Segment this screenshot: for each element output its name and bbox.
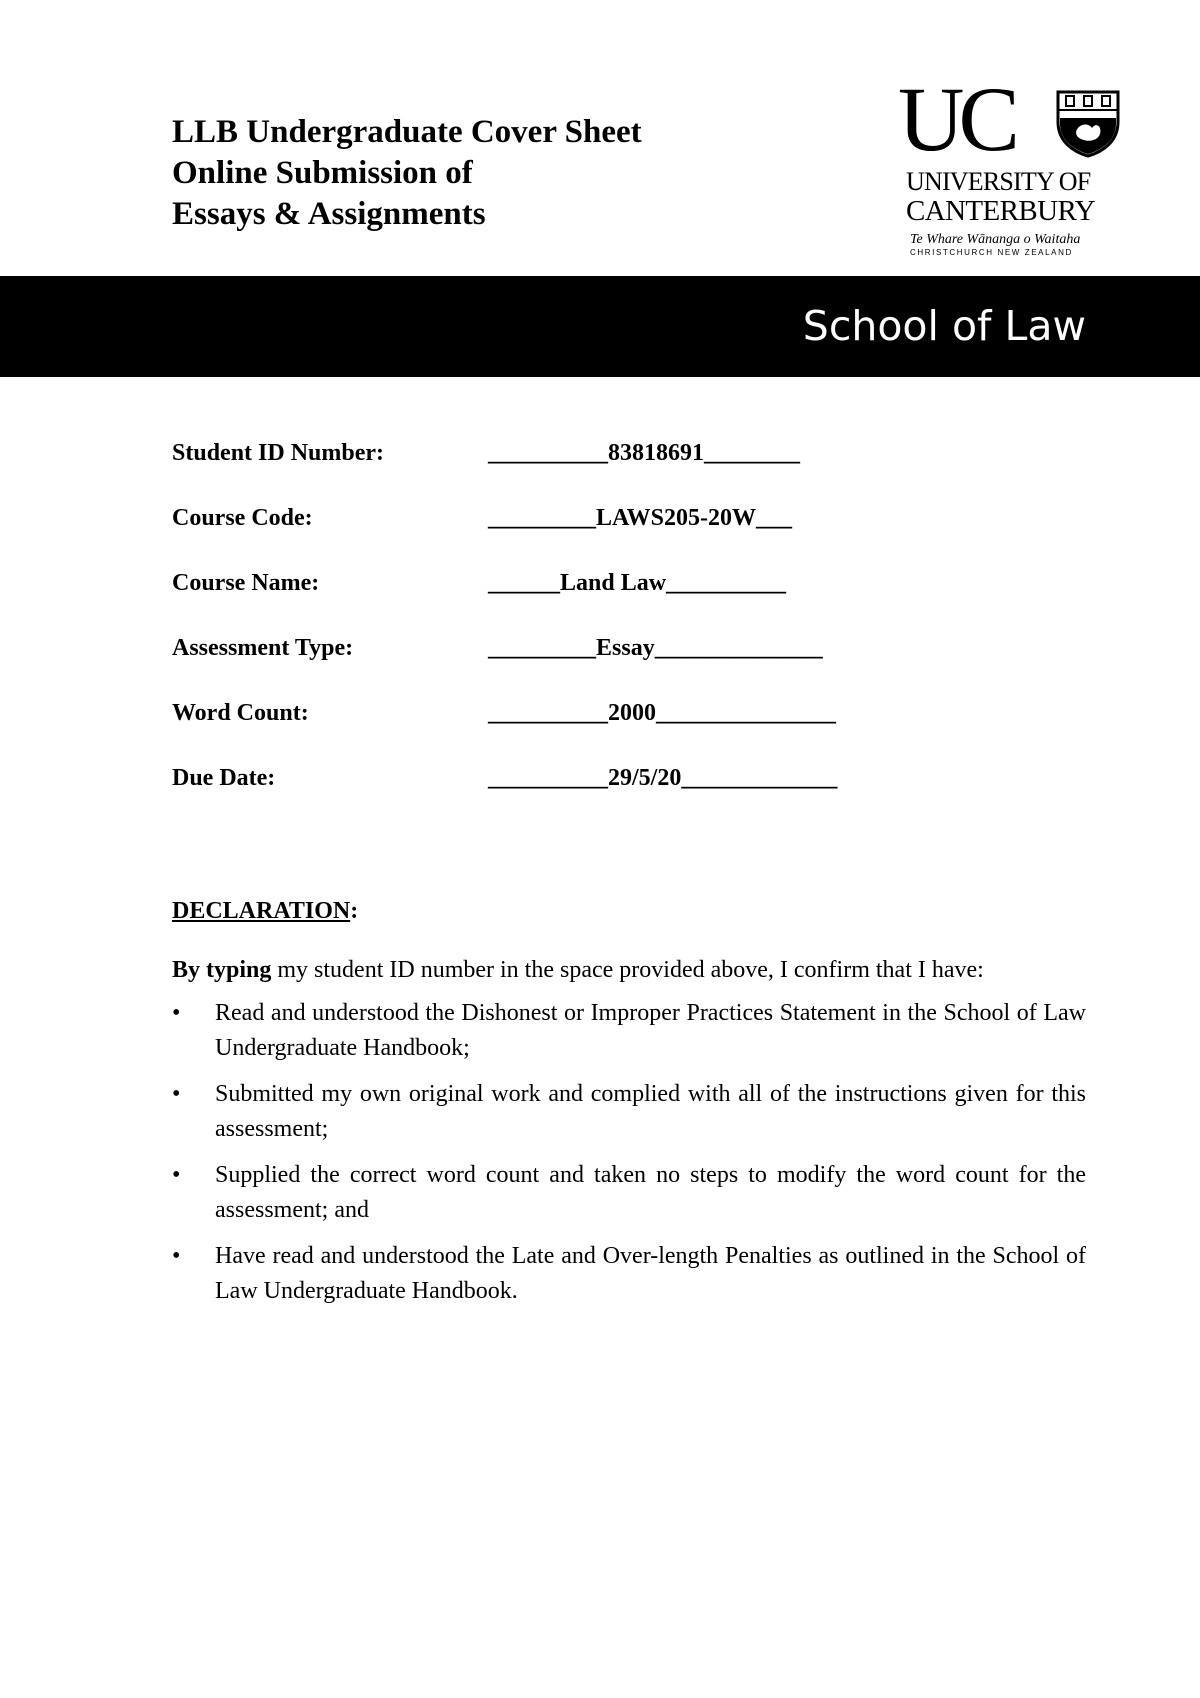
field-value: _________Essay______________: [488, 635, 823, 661]
bullet-icon: •: [172, 1243, 181, 1269]
logo-canterbury: CANTERBURY: [906, 195, 1095, 227]
bullet-icon: •: [172, 1162, 181, 1188]
field-label: Student ID Number:: [172, 440, 385, 466]
title-line-2: Online Submission of: [172, 155, 473, 191]
field-value: __________83818691________: [488, 440, 800, 466]
field-value: _________LAWS205-20W___: [488, 505, 793, 531]
title-line-1: LLB Undergraduate Cover Sheet: [172, 114, 642, 150]
field-value: ______Land Law__________: [488, 570, 787, 596]
logo-city: CHRISTCHURCH NEW ZEALAND: [910, 248, 1073, 257]
field-label: Due Date:: [172, 765, 276, 791]
declaration-item: [172, 1158, 1086, 1228]
declaration-heading-colon: :: [350, 898, 359, 924]
field-label: Word Count:: [172, 700, 309, 726]
cover-sheet-title: [172, 112, 642, 235]
declaration-item-text: Read and understood the Dishonest or Improper Practices Statement in the School of Law Undergraduate Handbook;: [215, 1000, 1086, 1061]
university-crest-icon: [1054, 88, 1122, 158]
declaration-item: [172, 996, 1086, 1066]
school-banner: [0, 276, 1200, 377]
declaration-intro-bold: By typing: [172, 957, 272, 983]
logo-tagline: Te Whare Wānanga o Waitaha: [910, 232, 1081, 247]
bullet-icon: •: [172, 1081, 181, 1107]
field-label: Assessment Type:: [172, 635, 354, 661]
declaration-heading: [172, 896, 1086, 926]
university-logo: [898, 68, 1123, 261]
logo-university-of: UNIVERSITY OF: [906, 167, 1091, 196]
declaration-item-text: Submitted my own original work and complied with all of the instructions given for this assessment;: [215, 1081, 1086, 1142]
declaration-item-text: Supplied the correct word count and taken no steps to modify the word count for the assessment; and: [215, 1162, 1086, 1223]
declaration-item-text: Have read and understood the Late and Over-length Penalties as outlined in the School of Law Undergraduate Handbook.: [215, 1243, 1086, 1304]
declaration-intro: [172, 954, 1086, 986]
declaration-item: [172, 1239, 1086, 1309]
declaration-heading-text: DECLARATION: [172, 898, 351, 924]
school-name: School of Law: [802, 302, 1086, 350]
field-value: __________29/5/20_____________: [488, 765, 838, 791]
declaration-intro-text: my student ID number in the space provided above, I confirm that I have:: [271, 957, 984, 983]
declaration-list: [172, 996, 1086, 1309]
declaration-section: [172, 896, 1086, 1320]
field-label: Course Name:: [172, 570, 320, 596]
field-value: __________2000_______________: [488, 700, 836, 726]
logo-letters: UC: [898, 68, 1014, 170]
title-line-3: Essays & Assignments: [172, 196, 486, 232]
field-label: Course Code:: [172, 505, 313, 531]
bullet-icon: •: [172, 1000, 181, 1026]
declaration-item: [172, 1077, 1086, 1147]
